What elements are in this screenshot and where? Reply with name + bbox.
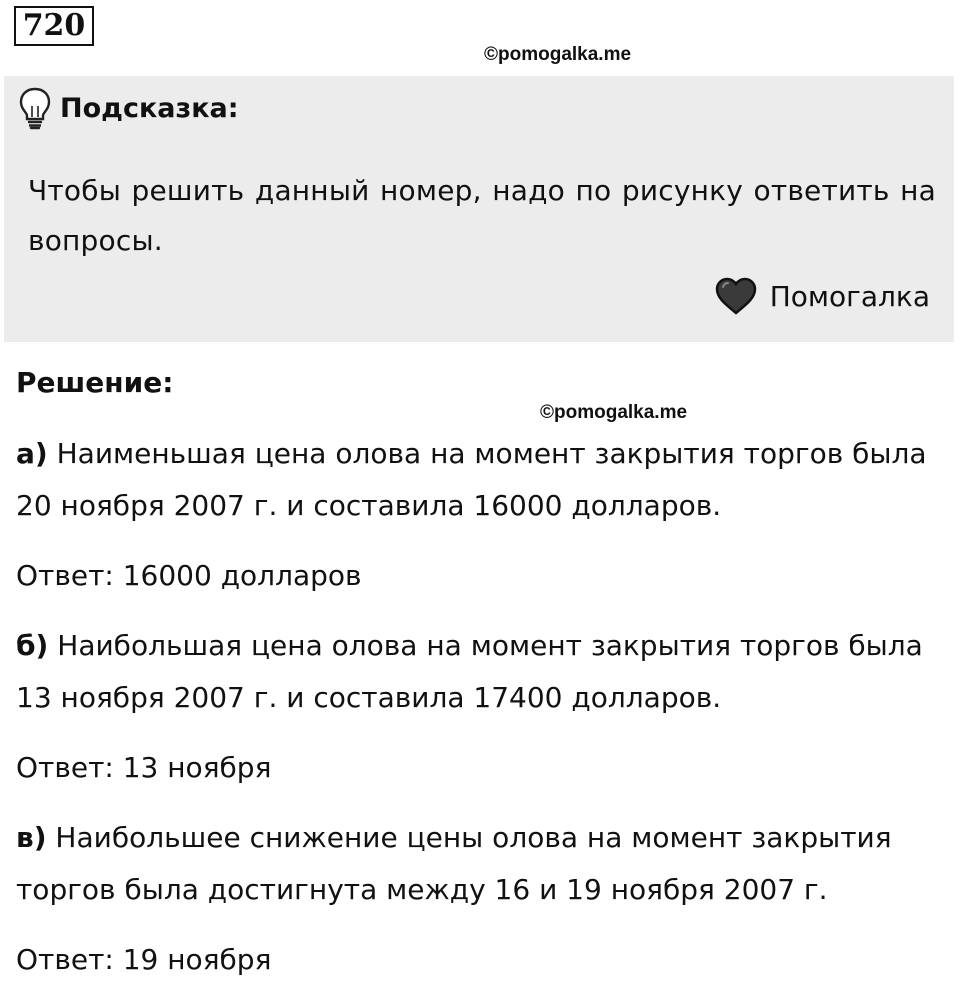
hint-header <box>18 86 239 130</box>
solution-part-c <box>16 812 952 916</box>
hint-title: Подсказка: <box>60 92 239 124</box>
heart-icon <box>714 276 758 316</box>
part-text: Наименьшая цена олова на момент закрытия торгов была 20 ноября 2007 г. и составила 16000 долларов. <box>16 437 927 522</box>
answer-c: Ответ: 19 ноября <box>16 943 272 976</box>
hint-brand: Помогалка <box>769 279 930 313</box>
part-text: Наибольшее снижение цены олова на момент закрытия торгов была достигнута между 16 и 19 ноября 2007 г. <box>16 821 892 906</box>
watermark: ©pomogalka.me <box>540 402 688 423</box>
hint-footer <box>714 276 930 316</box>
part-label: в) <box>16 821 47 854</box>
answer-b: Ответ: 13 ноября <box>16 751 272 784</box>
problem-number: 720 <box>14 6 94 46</box>
part-text: Наибольшая цена олова на момент закрытия торгов была 13 ноября 2007 г. и составила 17400 долларов. <box>16 629 923 714</box>
solution-title: Решение: <box>16 366 174 399</box>
answer-a: Ответ: 16000 долларов <box>16 559 362 592</box>
hint-text: Чтобы решить данный номер, надо по рисунку ответить на вопросы. <box>28 174 936 257</box>
lightbulb-icon <box>18 86 52 130</box>
part-label: а) <box>16 437 48 470</box>
part-label: б) <box>16 629 49 662</box>
hint-panel <box>4 76 954 342</box>
solution-part-a <box>16 428 952 532</box>
watermark: ©pomogalka.me <box>484 44 632 65</box>
solution-part-b <box>16 620 952 724</box>
